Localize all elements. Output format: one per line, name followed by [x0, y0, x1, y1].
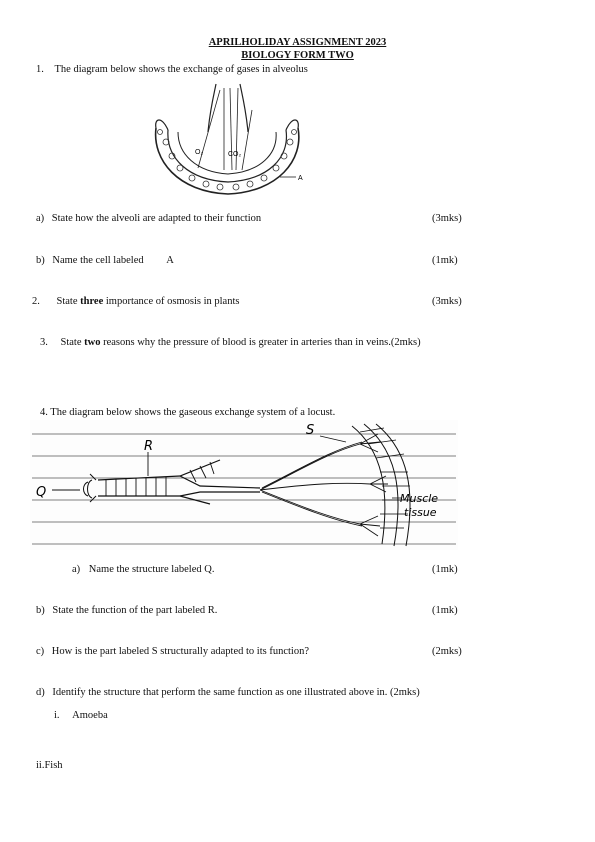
subject-title: BIOLOGY FORM TWO: [241, 50, 354, 61]
question-4d-ii: ii.Fish: [36, 760, 63, 771]
part-label: b): [36, 255, 45, 266]
question-4: 4. The diagram below shows the gaseous exchange system of a locust.: [40, 407, 336, 418]
question-4d-i: [54, 710, 108, 721]
question-3: [40, 337, 421, 348]
question-4c: [36, 646, 309, 657]
label-co2: CO₂: [228, 151, 242, 158]
label-o2: O₂: [195, 149, 204, 156]
part-text: Name the structure labeled Q.: [88, 564, 215, 575]
label-r: R: [144, 439, 154, 454]
part-label: a): [72, 564, 81, 575]
part-label: a): [36, 213, 45, 224]
alveolus-diagram: [148, 80, 308, 210]
part-text: How is the part labeled S structurally adapted to its function?: [51, 646, 309, 657]
part-label: d): [36, 687, 45, 698]
question-4d: [36, 687, 420, 698]
part-label: c): [36, 646, 45, 657]
question-2: [32, 296, 239, 307]
label-muscle: Muscle: [400, 492, 439, 505]
locust-gas-exchange-diagram: [30, 420, 458, 550]
marks: (1mk): [432, 605, 458, 616]
question-4a: [72, 564, 214, 575]
label-q: Q: [36, 485, 47, 500]
question-number: 2.: [32, 296, 40, 307]
part-text: Amoeba: [72, 710, 108, 721]
question-1: [36, 64, 308, 75]
label-a: A: [298, 175, 303, 182]
question-1a: [36, 213, 261, 224]
question-4b: [36, 605, 217, 616]
question-text: The diagram below shows the exchange of gases in alveolus: [54, 64, 308, 75]
marks: (1mk): [432, 255, 458, 266]
marks: (3mks): [432, 213, 462, 224]
part-text: Identify the structure that perform the same function as one illustrated above in. (2mks): [52, 687, 420, 698]
marks: (1mk): [432, 564, 458, 575]
question-number: 3.: [40, 337, 48, 348]
marks: (2mks): [432, 646, 462, 657]
question-text: State two reasons why the pressure of blood is greater in arteries than in veins.(2mks): [60, 337, 421, 348]
question-text: State three importance of osmosis in plants: [56, 296, 240, 307]
label-tissue: tissue: [404, 506, 437, 519]
label-s: S: [306, 423, 315, 438]
part-text: State the function of the part labeled R.: [52, 605, 218, 616]
part-label: i.: [54, 710, 60, 721]
part-text: State how the alveoli are adapted to their function: [51, 213, 262, 224]
marks: (3mks): [432, 296, 462, 307]
part-text: Name the cell labeled: [52, 255, 144, 266]
question-number: 1.: [36, 64, 44, 75]
assignment-title: APRILHOLIDAY ASSIGNMENT 2023: [208, 37, 387, 48]
part-label: b): [36, 605, 45, 616]
question-1b: [36, 255, 174, 266]
cell-label: A: [166, 255, 174, 266]
